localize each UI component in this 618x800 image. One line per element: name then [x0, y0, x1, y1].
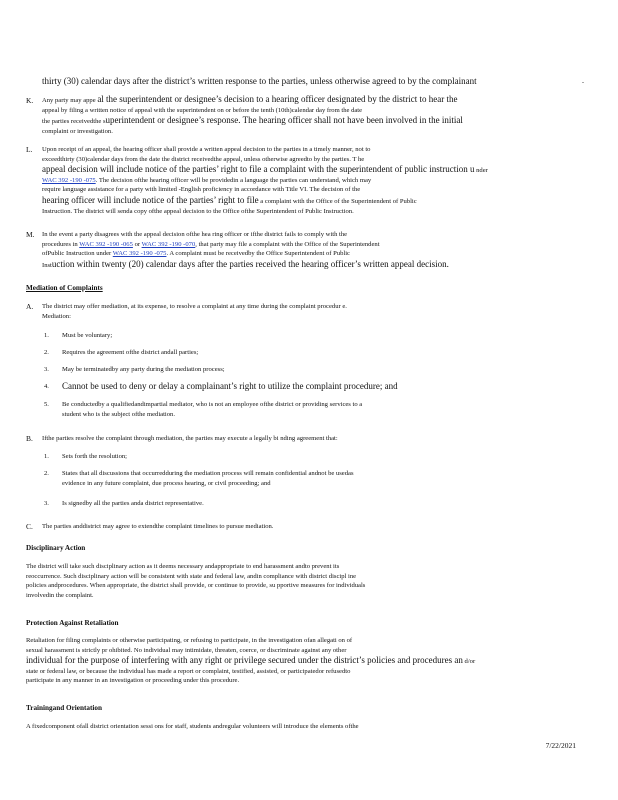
mediation-b-label: B.: [26, 434, 33, 443]
list-number: 2.: [44, 470, 49, 477]
retaliation-heading: Protection Against Retaliation: [26, 619, 119, 627]
retaliation-text: Retaliation for filing complaints or otherwise participating, or refusing to participate, in the investigation ofan allegati on of sexual harassment is strictly pr ohibited. No individual may intimidate, threaten, coerce, or discriminate against any other individual for the purpose of interfering with any right or privilege secured under the district’s policies and procedures an d/or state or federal law, or because the individual has made a report or complaint, testified, assisted, or participatedor refusedto participate in any manner in an investigation or proceeding under this procedure.: [26, 637, 476, 685]
mediation-heading: Mediation of Complaints: [26, 284, 103, 292]
list-number: 3.: [44, 366, 49, 373]
disciplinary-heading: Disciplinary Action: [26, 544, 86, 552]
list-number: 3.: [44, 500, 49, 507]
list-number: 5.: [44, 401, 49, 408]
mediation-c-label: C.: [26, 522, 33, 531]
wac-link[interactable]: WAC 392 -190 -070: [141, 240, 196, 248]
mediation-b-text: Ifthe parties resolve the complaint through mediation, the parties may execute a legally bi nding agreement that:: [42, 435, 338, 442]
list-number: 2.: [44, 349, 49, 356]
mediation-a-label: A.: [26, 302, 34, 311]
item-m-label: M.: [26, 230, 35, 239]
list-number: 1.: [44, 332, 49, 339]
item-l-label: L.: [26, 145, 33, 154]
list-item: Must be voluntary;: [62, 332, 113, 339]
continuation-period: .: [582, 76, 584, 85]
training-text: A fixedcomponent ofall district orientation sessi ons for staff, students andregular volunteers will introduce the elements ofthe: [26, 723, 359, 730]
disciplinary-text: The district will take such disciplinary action as it deems necessary andappropriate to end harassment andto prevent its reoccurrence. Such disciplinary action will be consistent with state and federal law, andin compliance with district discipl ine policies andprocedures. When appropriate, the district shall provide, or continue to provide, su pportive measures for individuals involvedin the complaint.: [26, 563, 366, 599]
training-heading: Trainingand Orientation: [26, 704, 102, 712]
wac-link[interactable]: WAC 392 -190 -065: [79, 240, 133, 248]
footer-date: 7/22/2021: [545, 741, 576, 750]
list-item: Cannot be used to deny or delay a complainant’s right to utilize the complaint procedure; and: [62, 381, 398, 391]
item-m-text: In the event a party disagrees with the appeal decision ofthe hea ring officer or ifthe district fails to comply with the procedures in WAC 392 -190 -065 or WAC 392 -190 -070, that party may file a complaint with the Office of the Superintendent ofPublic Instruction under WAC 392 -190 -075. A complaint must be receivedby the Office Superintendent of Public Instuction within twenty (20) calendar days after the parties received the hearing officer’s written appeal decision.: [42, 231, 449, 269]
list-item: May be terminatedby any party during the mediation process;: [62, 366, 225, 373]
list-item: Be conductedby a qualifiedandimpartial mediator, who is not an employee ofthe district or providing services to a student who is the subject ofthe mediation.: [62, 401, 363, 418]
list-item: Requires the agreement ofthe district andall parties;: [62, 349, 199, 356]
item-l-text: Upon receipt of an appeal, the hearing officer shall provide a written appeal decision to the parties in a timely manner, not to exceedthirty (30)calendar days from the date the district receivedthe appeal, unless otherwise agreedto by the parties. T he appeal decision will include notice of the parties’ right to file a complaint with the superintendent of public instruction u nder WAC 392 -190 -075. The decision ofthe hearing officer will be providedin a language the parties can understand, which may require language assistance for a party with limited -English proficiency in accordance with Title VI. The decision of the hearing officer will include notice of the parties’ right to file a complaint with the Office of the Superintendent of Public Instruction. The district will senda copy ofthe appeal decision to the Office ofthe Superintendent of Public Instruction.: [42, 146, 488, 215]
item-k-text: Any party may appe al the superintendent or designee’s decision to a hearing officer designated by the district to hear the appeal by filing a written notice of appeal with the superintendent on or before the tenth (10th)calendar day from the date the parties receivedthe superintendent or designee’s response. The hearing officer shall not have been involved in the initial complaint or investigation.: [42, 94, 463, 135]
list-item: States that all discussions that occurredduring the mediation process will remain confidential andnot be usedas evidence in any future complaint, due process hearing, or civil proceeding; and: [62, 470, 354, 487]
mediation-a-text: The district may offer mediation, at its expense, to resolve a complaint at any time during the complaint procedur e. Mediation:: [42, 303, 347, 320]
wac-link[interactable]: WAC 392 -190 -075: [112, 250, 167, 258]
wac-link[interactable]: WAC 392 -190 -075: [42, 176, 96, 184]
list-number: 4.: [44, 383, 49, 390]
list-item: Is signedby all the parties anda district representative.: [62, 500, 204, 507]
list-number: 1.: [44, 453, 49, 460]
continuation-line: thirty (30) calendar days after the district’s written response to the parties, unless otherwise agreed to by the complainant: [42, 76, 477, 86]
mediation-c-text: The parties anddistrict may agree to extendthe complaint timelines to pursue mediation.: [42, 523, 274, 530]
item-k-label: K.: [26, 96, 34, 105]
list-item: Sets forth the resolution;: [62, 453, 128, 460]
